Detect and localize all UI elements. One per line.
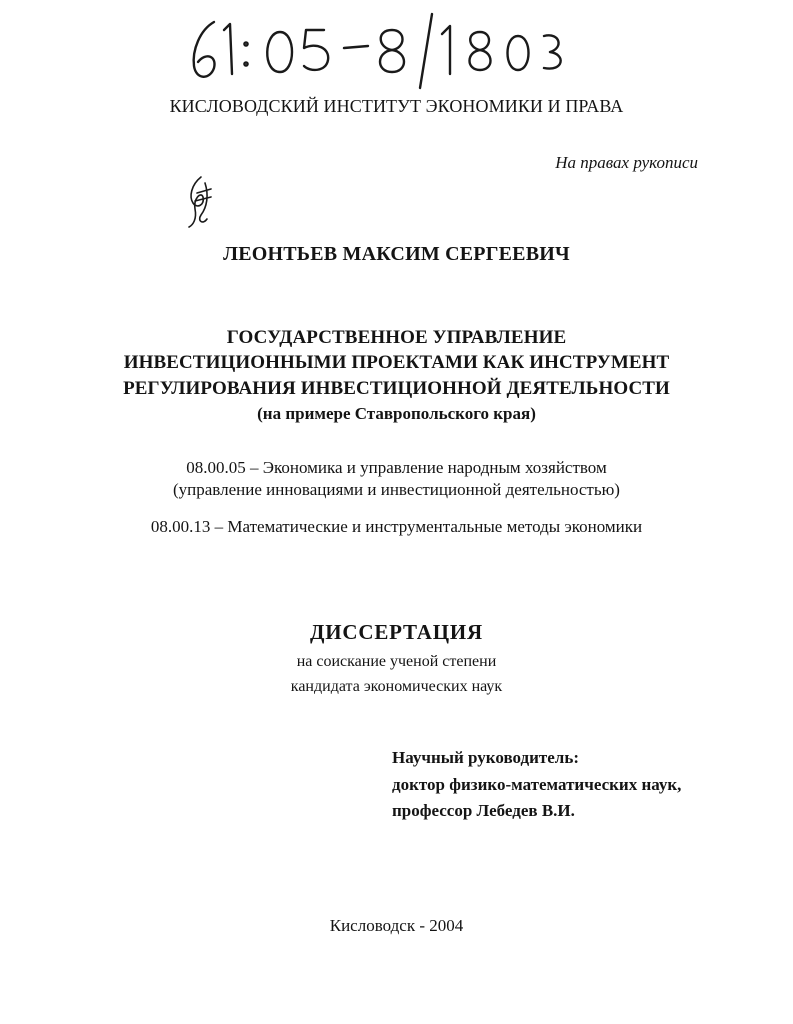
- title-line-2: ИНВЕСТИЦИОННЫМИ ПРОЕКТАМИ КАК ИНСТРУМЕНТ: [123, 352, 670, 373]
- supervisor-label: Научный руководитель:: [392, 748, 579, 767]
- handwritten-catalog-number: [180, 8, 580, 90]
- author-name: ЛЕОНТЬЕВ МАКСИМ СЕРГЕЕВИЧ: [223, 243, 570, 265]
- title-subtitle: (на примере Ставропольского края): [257, 404, 536, 423]
- specialty-2: 08.00.13 – Математические и инструментальные методы экономики: [150, 517, 643, 536]
- document-type: ДИССЕРТАЦИЯ: [310, 620, 483, 644]
- specialty-1: 08.00.05 – Экономика и управление народным хозяйством: [186, 458, 607, 477]
- specialty-1-note: (управление инновациями и инвестиционной деятельностью): [173, 480, 620, 499]
- degree-line-1: на соискание ученой степени: [296, 653, 497, 670]
- institute-name: КИСЛОВОДСКИЙ ИНСТИТУТ ЭКОНОМИКИ И ПРАВА: [169, 96, 624, 116]
- title-line-1: ГОСУДАРСТВЕННОЕ УПРАВЛЕНИЕ: [226, 327, 567, 348]
- city-year: Кисловодск - 2004: [329, 916, 464, 935]
- title-line-3: РЕГУЛИРОВАНИЯ ИНВЕСТИЦИОННОЙ ДЕЯТЕЛЬНОСТИ: [123, 378, 670, 399]
- supervisor-name: профессор Лебедев В.И.: [392, 801, 575, 820]
- signature-mark: [183, 175, 217, 230]
- rights-note: На правах рукописи: [555, 153, 698, 172]
- supervisor-degree: доктор физико-математических наук,: [392, 775, 682, 794]
- degree-line-2: кандидата экономических наук: [290, 678, 503, 695]
